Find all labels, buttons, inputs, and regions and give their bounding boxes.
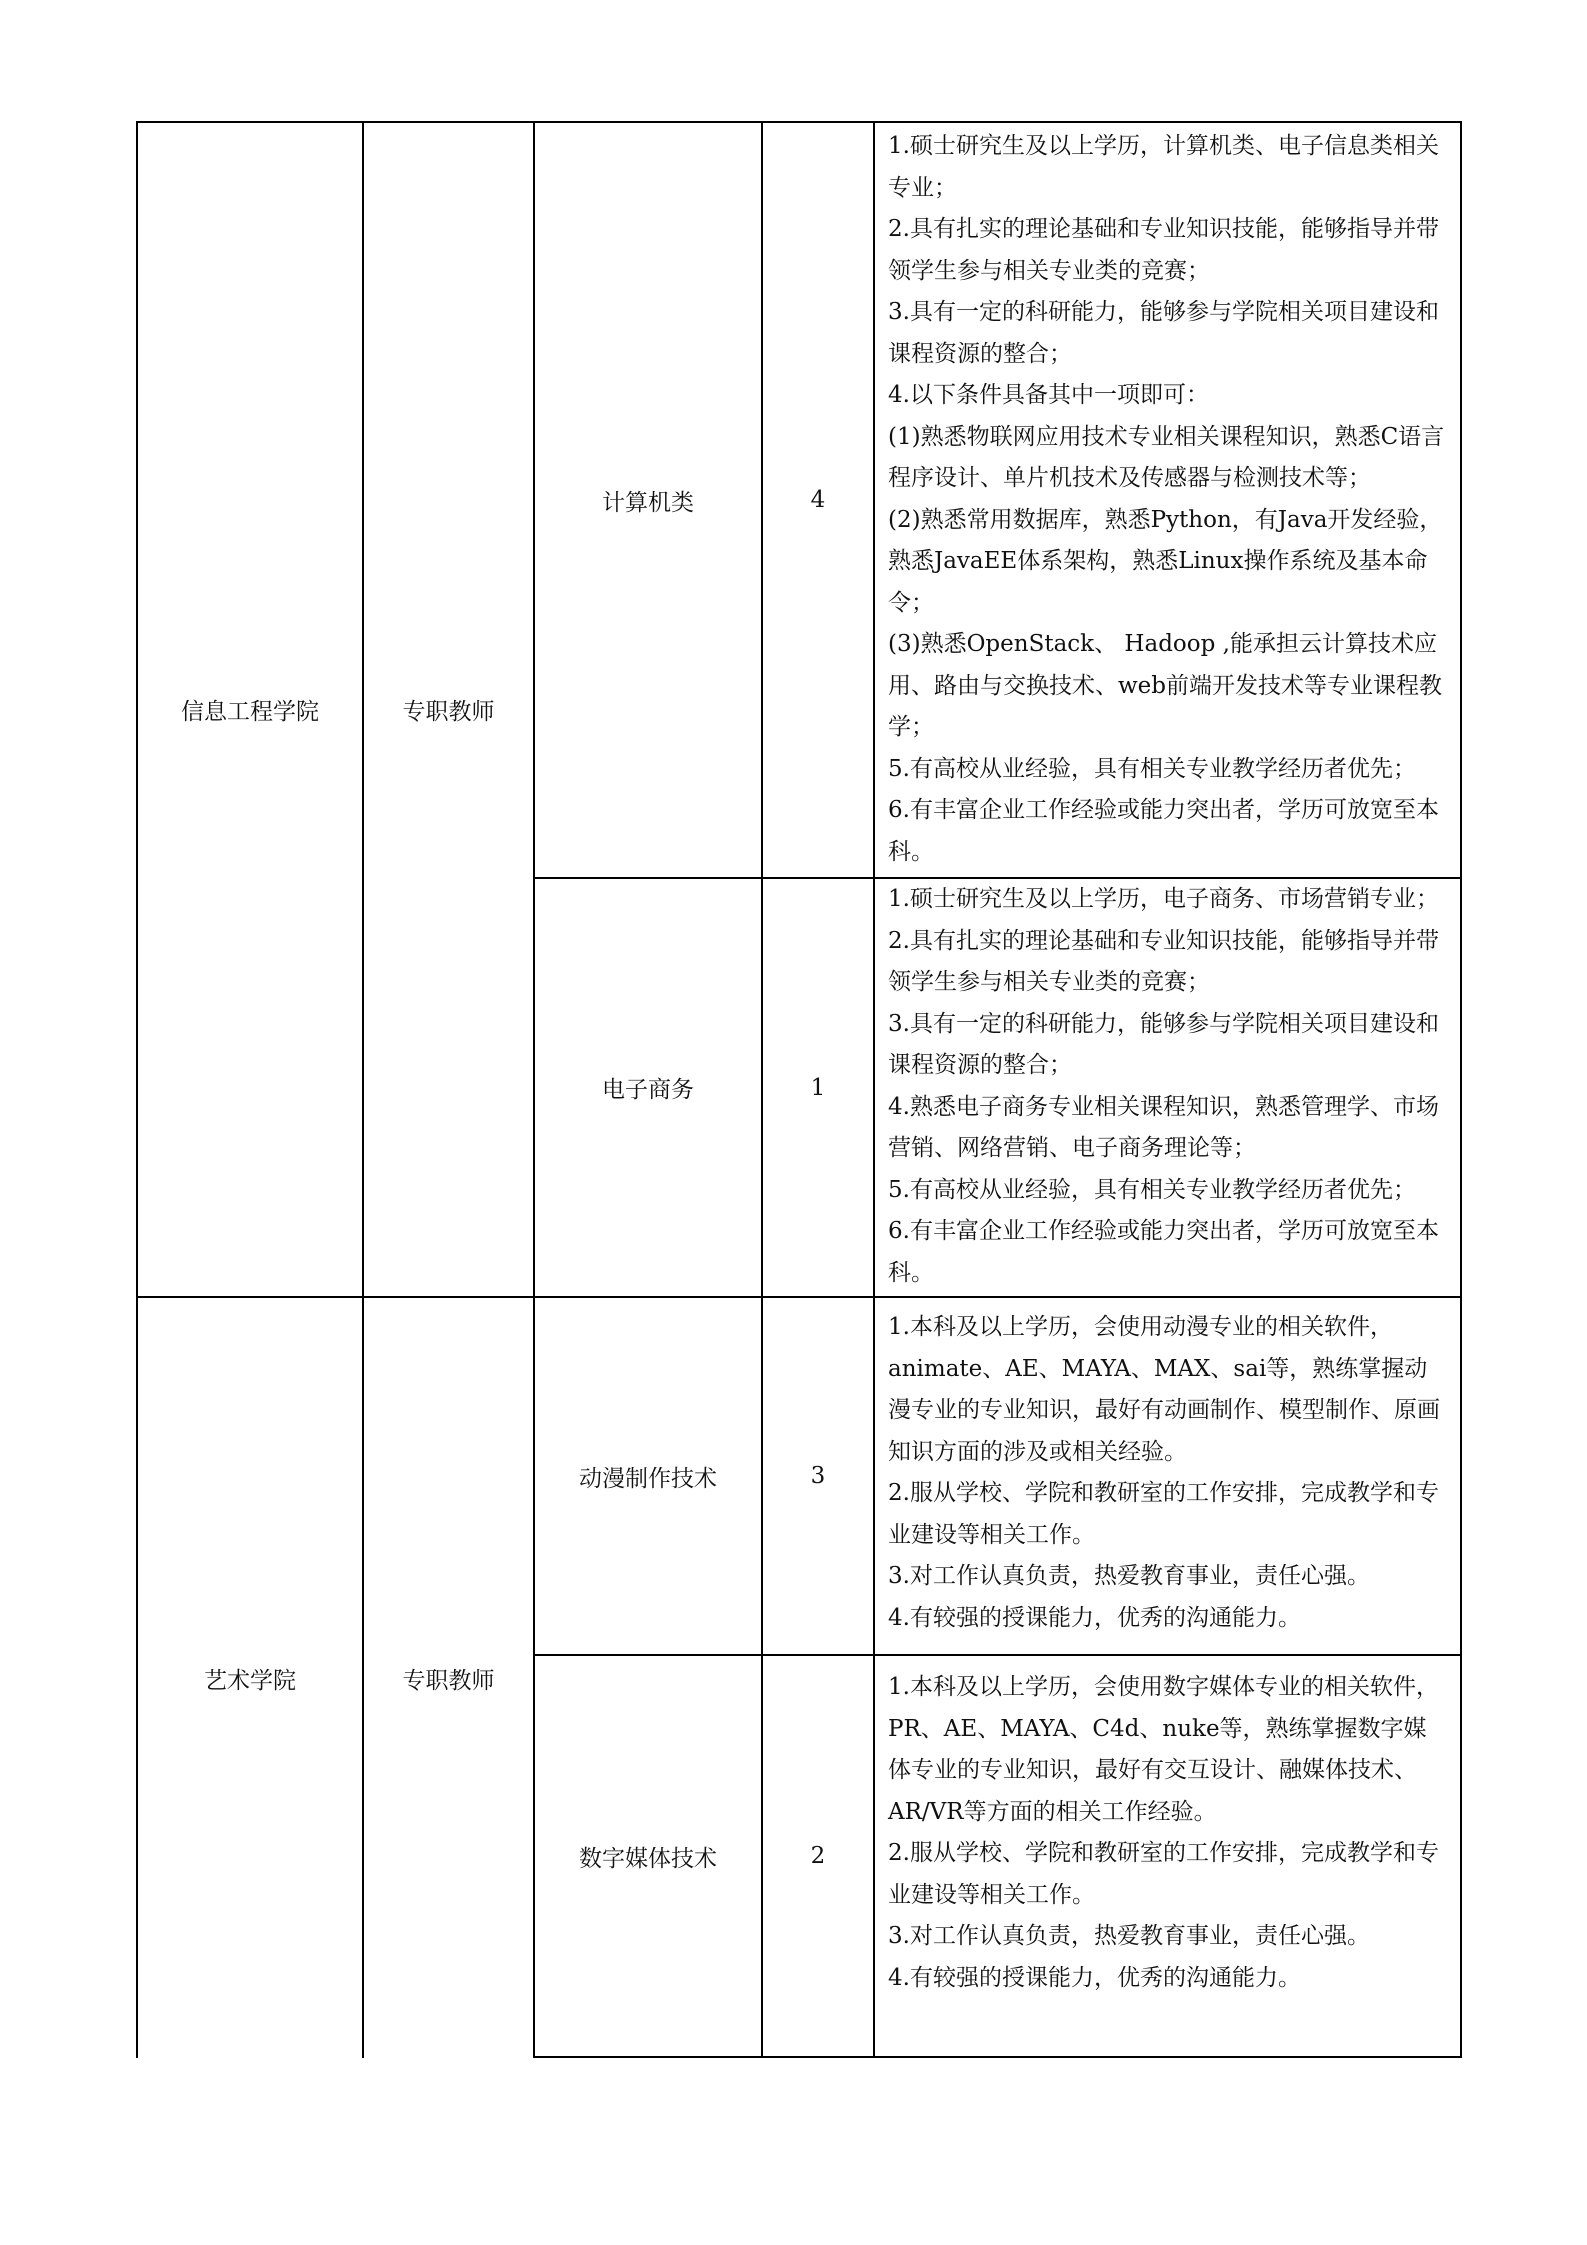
count-cell xyxy=(763,123,873,877)
college-name: 艺术学院 xyxy=(204,1667,296,1694)
requirement-item: 5.有高校从业经验，具有相关专业教学经历者优先； xyxy=(888,755,1416,782)
requirement-item: 2.服从学校、学院和教研室的工作安排，完成教学和专业建设等相关工作。 xyxy=(888,1480,1439,1548)
headcount: 1 xyxy=(810,1074,826,1101)
major-cell xyxy=(535,1298,761,1654)
requirement-item: 2.具有扎实的理论基础和专业知识技能，能够指导并带领学生参与相关专业类的竞赛； xyxy=(888,216,1439,284)
position-name: 专职教师 xyxy=(402,1667,495,1694)
position-cell xyxy=(364,123,533,1296)
major-name: 动漫制作技术 xyxy=(579,1465,717,1492)
requirement-item: 3.具有一定的科研能力，能够参与学院相关项目建设和课程资源的整合； xyxy=(888,299,1439,367)
requirements-cell xyxy=(888,1667,1448,1999)
requirement-item: 2.服从学校、学院和教研室的工作安排，完成教学和专业建设等相关工作。 xyxy=(888,1840,1439,1908)
college-name: 信息工程学院 xyxy=(181,699,319,725)
major-name: 电子商务 xyxy=(602,1077,694,1103)
requirement-item: 4.熟悉电子商务专业相关课程知识，熟悉管理学、市场营销、网络营销、电子商务理论等； xyxy=(888,1093,1439,1161)
requirement-item: 4.有较强的授课能力，优秀的沟通能力。 xyxy=(888,1604,1301,1631)
requirement-item: 3.具有一定的科研能力，能够参与学院相关项目建设和课程资源的整合； xyxy=(888,1010,1439,1078)
requirement-item: 1.本科及以上学历，会使用动漫专业的相关软件，animate、AE、MAYA、MAX、sai等，熟练掌握动漫专业的专业知识，最好有动画制作、模型制作、原画知识方面的涉及或相关经验。 xyxy=(888,1314,1440,1465)
requirement-item: 2.具有扎实的理论基础和专业知识技能，能够指导并带领学生参与相关专业类的竞赛； xyxy=(888,927,1439,995)
position-cell xyxy=(364,1298,533,2058)
requirement-item: (2)熟悉常用数据库，熟悉Python，有Java开发经验，熟悉JavaEE体系架构，熟悉Linux操作系统及基本命令； xyxy=(888,506,1443,616)
requirements-cell xyxy=(888,126,1448,873)
requirement-item: 3.对工作认真负责，热爱教育事业，责任心强。 xyxy=(888,1923,1370,1949)
major-name: 数字媒体技术 xyxy=(579,1845,717,1872)
requirement-item: 6.有丰富企业工作经验或能力突出者，学历可放宽至本科。 xyxy=(888,1218,1439,1286)
major-cell xyxy=(535,1656,761,2056)
requirement-item: 4.有较强的授课能力，优秀的沟通能力。 xyxy=(888,1964,1301,1991)
table-border-bottom xyxy=(533,2056,1462,2058)
count-cell xyxy=(763,1656,873,2056)
major-cell xyxy=(535,123,761,877)
college-cell xyxy=(138,1298,362,2058)
headcount: 4 xyxy=(810,487,826,513)
major-name: 计算机类 xyxy=(602,489,694,516)
requirement-item: 1.本科及以上学历，会使用数字媒体专业的相关软件，PR、AE、MAYA、C4d、nuke等，熟练掌握数字媒体专业的专业知识，最好有交互设计、融媒体技术、AR/VR等方面的相关工作经验。 xyxy=(888,1674,1439,1825)
column-divider xyxy=(873,121,875,2058)
requirement-item: (1)熟悉物联网应用技术专业相关课程知识，熟悉C语言程序设计、单片机技术及传感器与检测技术等； xyxy=(888,423,1445,491)
requirement-item: 3.对工作认真负责，热爱教育事业，责任心强。 xyxy=(888,1563,1370,1589)
requirement-item: 1.硕士研究生及以上学历，电子商务、市场营销专业； xyxy=(888,886,1439,912)
headcount: 2 xyxy=(810,1843,826,1869)
position-name: 专职教师 xyxy=(402,699,495,725)
college-cell xyxy=(138,123,362,1296)
count-cell xyxy=(763,1298,873,1654)
requirements-cell xyxy=(888,1307,1448,1639)
table-border-right xyxy=(1460,121,1462,2058)
requirement-item: 4.以下条件具备其中一项即可： xyxy=(888,382,1209,408)
requirement-item: 1.硕士研究生及以上学历，计算机类、电子信息类相关专业； xyxy=(888,133,1439,201)
headcount: 3 xyxy=(810,1463,826,1489)
requirement-item: (3)熟悉OpenStack、 Hadoop ,能承担云计算技术应用、路由与交换技术、web前端开发技术等专业课程教学； xyxy=(888,631,1443,740)
count-cell xyxy=(763,879,873,1296)
requirements-cell xyxy=(888,879,1448,1294)
requirement-item: 5.有高校从业经验，具有相关专业教学经历者优先； xyxy=(888,1176,1416,1203)
major-cell xyxy=(535,879,761,1296)
requirement-item: 6.有丰富企业工作经验或能力突出者，学历可放宽至本科。 xyxy=(888,797,1439,865)
